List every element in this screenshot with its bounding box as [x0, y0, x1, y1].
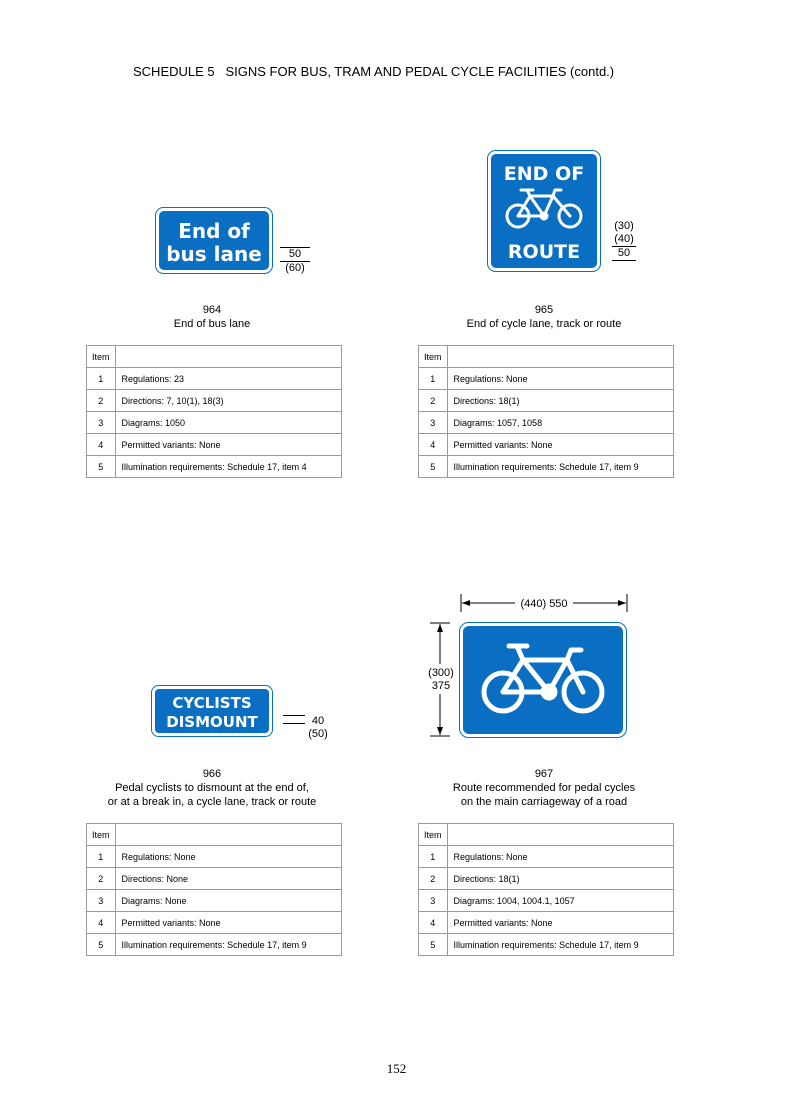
table-cell-item-number: 3 — [87, 890, 116, 912]
table-cell-item-number: 2 — [87, 868, 116, 890]
table-cell-item-number: 5 — [419, 456, 448, 478]
sign-966-legend-line1: CYCLISTS — [172, 694, 252, 712]
sign-967-number: 967 — [534, 768, 554, 780]
table-row — [419, 890, 674, 912]
sign-965-number: 965 — [534, 304, 554, 316]
table-cell-item-number: 3 — [419, 412, 448, 434]
sign-967-table — [418, 823, 674, 956]
table-row — [87, 890, 342, 912]
table-header-row — [419, 346, 674, 368]
table-cell-item-number: 2 — [419, 868, 448, 890]
page-heading: SCHEDULE 5 SIGNS FOR BUS, TRAM AND PEDAL CYCLE FACILITIES (contd.) — [133, 64, 615, 79]
table-cell-item-number: Item — [87, 824, 116, 846]
table-row — [419, 434, 674, 456]
sign-966-legend-line2: DISMOUNT — [166, 713, 258, 731]
page-number: 152 — [386, 1061, 407, 1076]
table-cell-item-number: Item — [419, 346, 448, 368]
table-cell-item-number: 5 — [419, 934, 448, 956]
sign-965-dim-1: (30) — [614, 220, 634, 232]
sign-965-end-of-route — [487, 150, 602, 273]
table-cell-description: Diagrams: None — [115, 890, 341, 912]
table-cell-description: Regulations: None — [115, 846, 341, 868]
table-cell-item-number: 4 — [87, 434, 116, 456]
sign-966-title-line2: or at a break in, a cycle lane, track or route — [107, 796, 317, 808]
sign-965-dimensions — [612, 220, 636, 261]
table-cell-description: Directions: 18(1) — [447, 868, 673, 890]
table-header-row — [419, 824, 674, 846]
sign-965-caption — [394, 303, 694, 331]
table-cell-item-number: 2 — [87, 390, 116, 412]
sign-964-caption — [62, 303, 362, 331]
sign-965-dim-3: 50 — [612, 247, 636, 261]
table-cell-item-number: 3 — [419, 890, 448, 912]
sign-967-height-labels — [428, 667, 454, 693]
table-cell-description: Illumination requirements: Schedule 17, item 9 — [447, 456, 673, 478]
table-cell-description: Permitted variants: None — [447, 912, 673, 934]
table-row — [87, 434, 342, 456]
table-row — [87, 368, 342, 390]
table-cell-item-number: 2 — [419, 390, 448, 412]
table-row — [419, 412, 674, 434]
table-row — [419, 846, 674, 868]
sign-967-width-dimension — [455, 592, 635, 614]
sign-966-number: 966 — [202, 768, 222, 780]
table-cell-description — [115, 346, 341, 368]
sign-964-table — [86, 345, 342, 478]
sign-964-end-of-bus-lane — [155, 207, 273, 275]
sign-965-legend-line1: END OF — [503, 163, 585, 185]
sign-965-legend-line2: ROUTE — [507, 241, 581, 263]
sign-967-height-value: 375 — [431, 680, 451, 692]
table-row — [87, 390, 342, 412]
sign-965-dim-2: (40) — [612, 233, 636, 247]
sign-965-table — [418, 345, 674, 478]
sign-964-title: End of bus lane — [173, 318, 251, 330]
table-cell-item-number: 1 — [419, 368, 448, 390]
table-cell-description: Illumination requirements: Schedule 17, item 4 — [115, 456, 341, 478]
table-row — [87, 934, 342, 956]
table-cell-item-number: 1 — [87, 846, 116, 868]
sign-964-dimensions — [280, 247, 310, 275]
table-cell-item-number: Item — [419, 824, 448, 846]
sign-967-caption — [394, 767, 694, 809]
table-cell-item-number: 5 — [87, 934, 116, 956]
sign-967-title-line2: on the main carriageway of a road — [460, 796, 628, 808]
table-cell-description: Regulations: None — [447, 846, 673, 868]
table-cell-item-number: 4 — [87, 912, 116, 934]
table-cell-item-number: 1 — [419, 846, 448, 868]
table-row — [419, 368, 674, 390]
table-cell-description: Diagrams: 1004, 1004.1, 1057 — [447, 890, 673, 912]
table-row — [87, 868, 342, 890]
table-row — [87, 846, 342, 868]
table-cell-description: Permitted variants: None — [447, 434, 673, 456]
table-cell-description: Regulations: 23 — [115, 368, 341, 390]
sign-966-dim-line-top — [283, 715, 305, 716]
sign-964-legend-line1: End of — [178, 219, 250, 243]
sign-964-number: 964 — [202, 304, 222, 316]
table-row — [419, 912, 674, 934]
sign-964-dim-alt: (60) — [285, 262, 305, 274]
table-cell-item-number: 4 — [419, 912, 448, 934]
table-row — [419, 390, 674, 412]
table-header-item: Item — [87, 346, 116, 368]
table-row — [419, 868, 674, 890]
table-cell-description — [115, 824, 341, 846]
table-cell-description: Permitted variants: None — [115, 912, 341, 934]
table-cell-description: Illumination requirements: Schedule 17, item 9 — [447, 934, 673, 956]
table-cell-description: Diagrams: 1057, 1058 — [447, 412, 673, 434]
sign-966-dim-alt: (50) — [308, 728, 328, 740]
table-cell-description: Directions: 7, 10(1), 18(3) — [115, 390, 341, 412]
table-cell-description — [447, 346, 673, 368]
sign-965-title: End of cycle lane, track or route — [466, 318, 622, 330]
sign-967-width-label: (440) 550 — [520, 598, 568, 610]
sign-966-caption — [62, 767, 362, 809]
sign-966-cyclists-dismount — [151, 685, 273, 738]
table-cell-description — [447, 824, 673, 846]
table-cell-description: Permitted variants: None — [115, 434, 341, 456]
table-cell-item-number: 1 — [87, 368, 116, 390]
table-cell-description: Diagrams: 1050 — [115, 412, 341, 434]
sign-967-height-alt: (300) — [428, 667, 454, 679]
table-cell-item-number: 4 — [419, 434, 448, 456]
table-row — [87, 456, 342, 478]
sign-966-dimensions — [306, 715, 330, 741]
table-cell-item-number: 5 — [87, 456, 116, 478]
table-cell-description: Directions: 18(1) — [447, 390, 673, 412]
sign-967-route-for-pedal-cycles — [459, 622, 628, 739]
table-row — [87, 912, 342, 934]
sign-964-legend-line2: bus lane — [166, 242, 262, 266]
table-header-row — [87, 824, 342, 846]
table-row — [419, 934, 674, 956]
table-row — [87, 412, 342, 434]
table-header-row — [87, 346, 342, 368]
table-cell-description: Regulations: None — [447, 368, 673, 390]
sign-966-dim-line-bottom — [283, 723, 305, 724]
sign-967-title-line1: Route recommended for pedal cycles — [452, 782, 636, 794]
table-cell-item-number: 3 — [87, 412, 116, 434]
sign-964-dim-value: 50 — [280, 247, 310, 262]
table-cell-description: Illumination requirements: Schedule 17, item 9 — [115, 934, 341, 956]
sign-966-table — [86, 823, 342, 956]
sign-966-title-line1: Pedal cyclists to dismount at the end of, — [115, 782, 309, 794]
sign-966-dim-value: 40 — [311, 715, 325, 727]
table-cell-description: Directions: None — [115, 868, 341, 890]
table-row — [419, 456, 674, 478]
